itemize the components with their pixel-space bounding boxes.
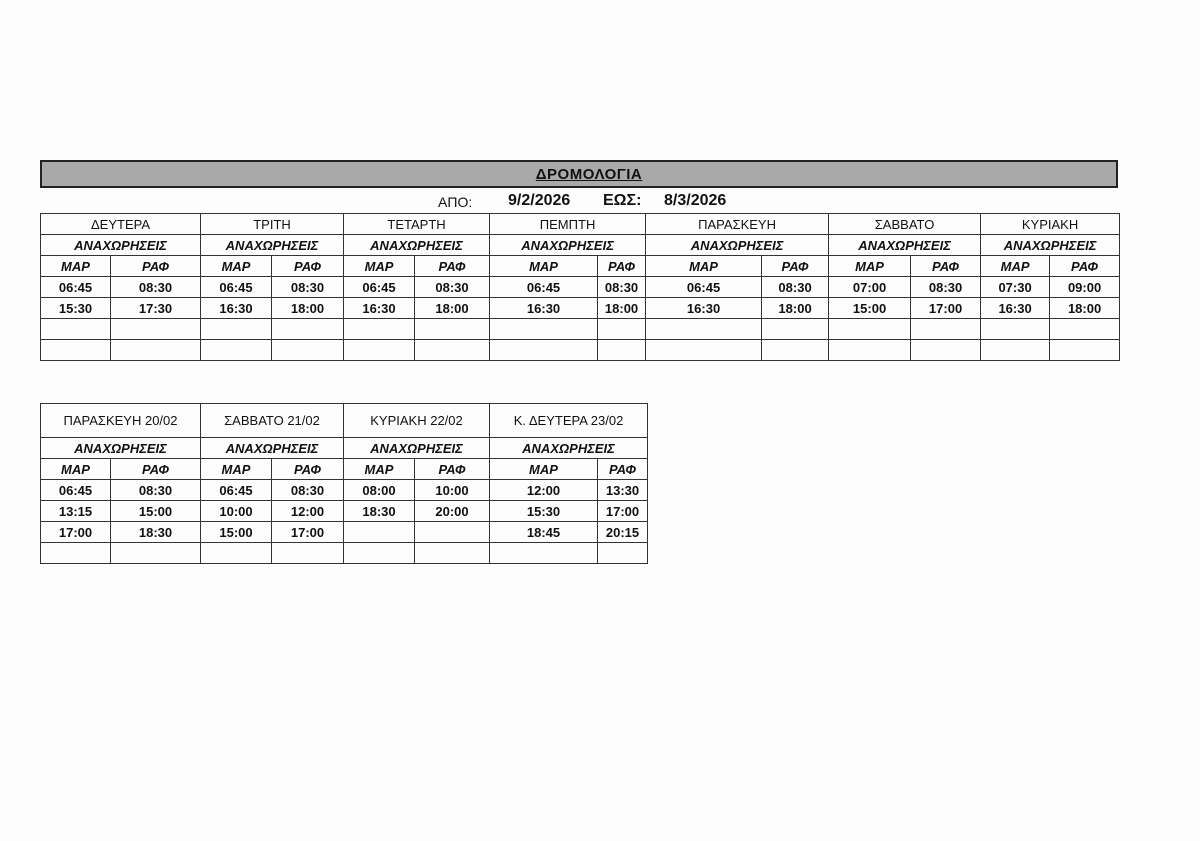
weekly-schedule-table — [40, 213, 1120, 361]
raf-label: ΡΑΦ — [415, 256, 490, 277]
to-label: ΕΩΣ: — [603, 192, 642, 209]
mar-time-cell: 16:30 — [981, 298, 1050, 319]
raf-time-cell — [762, 340, 829, 361]
time-row — [41, 319, 1120, 340]
raf-time-cell: 12:00 — [272, 501, 344, 522]
mar-time-cell: 12:00 — [490, 480, 598, 501]
day-name: ΠΑΡΑΣΚΕΥΗ — [646, 214, 829, 235]
time-row — [41, 480, 648, 501]
mar-time-cell — [490, 543, 598, 564]
to-date: 8/3/2026 — [664, 192, 727, 209]
day-name: ΠΑΡΑΣΚΕΥΗ 20/02 — [41, 404, 201, 438]
time-row — [41, 298, 1120, 319]
departures-label: ΑΝΑΧΩΡΗΣΕΙΣ — [41, 438, 201, 459]
departures-row — [41, 235, 1120, 256]
mar-time-cell — [981, 319, 1050, 340]
raf-label: ΡΑΦ — [911, 256, 981, 277]
raf-time-cell — [911, 319, 981, 340]
mar-time-cell — [41, 340, 111, 361]
raf-time-cell: 17:30 — [111, 298, 201, 319]
departures-label: ΑΝΑΧΩΡΗΣΕΙΣ — [201, 235, 344, 256]
mar-time-cell: 06:45 — [201, 480, 272, 501]
raf-time-cell: 18:30 — [111, 522, 201, 543]
mar-time-cell: 18:30 — [344, 501, 415, 522]
departures-label: ΑΝΑΧΩΡΗΣΕΙΣ — [981, 235, 1120, 256]
mar-label: ΜΑΡ — [201, 459, 272, 480]
raf-time-cell — [415, 319, 490, 340]
day-header-row — [41, 404, 648, 438]
mar-time-cell — [344, 543, 415, 564]
departures-row — [41, 438, 648, 459]
mar-label: ΜΑΡ — [829, 256, 911, 277]
mar-time-cell — [41, 319, 111, 340]
page-title: ΔΡΟΜΟΛΟΓΙΑ — [535, 165, 643, 183]
departures-label: ΑΝΑΧΩΡΗΣΕΙΣ — [201, 438, 344, 459]
mar-time-cell: 15:00 — [829, 298, 911, 319]
departures-label: ΑΝΑΧΩΡΗΣΕΙΣ — [490, 438, 648, 459]
from-date: 9/2/2026 — [508, 192, 571, 209]
day-name: ΤΕΤΑΡΤΗ — [344, 214, 490, 235]
mar-time-cell: 17:00 — [41, 522, 111, 543]
mar-time-cell: 16:30 — [201, 298, 272, 319]
raf-time-cell: 20:15 — [598, 522, 648, 543]
mar-time-cell — [490, 319, 598, 340]
mar-time-cell: 07:30 — [981, 277, 1050, 298]
raf-time-cell: 18:00 — [598, 298, 646, 319]
day-name: Κ. ΔΕΥΤΕΡΑ 23/02 — [490, 404, 648, 438]
mar-time-cell — [646, 340, 762, 361]
raf-time-cell — [911, 340, 981, 361]
raf-time-cell: 17:00 — [272, 522, 344, 543]
mar-label: ΜΑΡ — [201, 256, 272, 277]
raf-time-cell — [272, 319, 344, 340]
mar-label: ΜΑΡ — [344, 256, 415, 277]
mar-time-cell: 06:45 — [201, 277, 272, 298]
departures-label: ΑΝΑΧΩΡΗΣΕΙΣ — [829, 235, 981, 256]
raf-time-cell — [598, 319, 646, 340]
day-name: ΔΕΥΤΕΡΑ — [41, 214, 201, 235]
mar-label: ΜΑΡ — [646, 256, 762, 277]
raf-label: ΡΑΦ — [111, 256, 201, 277]
raf-time-cell: 09:00 — [1050, 277, 1120, 298]
mar-time-cell — [829, 340, 911, 361]
mar-label: ΜΑΡ — [41, 256, 111, 277]
raf-time-cell: 08:30 — [111, 277, 201, 298]
mar-time-cell: 06:45 — [41, 480, 111, 501]
raf-time-cell: 08:30 — [762, 277, 829, 298]
mar-time-cell — [344, 319, 415, 340]
mar-time-cell: 08:00 — [344, 480, 415, 501]
raf-time-cell: 15:00 — [111, 501, 201, 522]
raf-time-cell — [415, 543, 490, 564]
day-header-row — [41, 214, 1120, 235]
raf-time-cell — [1050, 340, 1120, 361]
raf-time-cell — [598, 543, 648, 564]
from-label: ΑΠΟ: — [438, 194, 473, 210]
mar-time-cell: 10:00 — [201, 501, 272, 522]
special-schedule-table — [40, 403, 648, 564]
mar-time-cell: 13:15 — [41, 501, 111, 522]
raf-time-cell — [1050, 319, 1120, 340]
mar-label: ΜΑΡ — [344, 459, 415, 480]
day-name: ΠΕΜΠΤΗ — [490, 214, 646, 235]
raf-time-cell — [272, 543, 344, 564]
raf-time-cell: 18:00 — [415, 298, 490, 319]
raf-label: ΡΑΦ — [415, 459, 490, 480]
mar-time-cell — [41, 543, 111, 564]
departures-label: ΑΝΑΧΩΡΗΣΕΙΣ — [344, 438, 490, 459]
mar-time-cell: 07:00 — [829, 277, 911, 298]
mar-time-cell: 15:00 — [201, 522, 272, 543]
raf-time-cell — [272, 340, 344, 361]
time-row — [41, 277, 1120, 298]
raf-time-cell: 08:30 — [111, 480, 201, 501]
raf-label: ΡΑΦ — [598, 459, 648, 480]
mar-time-cell — [344, 340, 415, 361]
departures-label: ΑΝΑΧΩΡΗΣΕΙΣ — [344, 235, 490, 256]
raf-label: ΡΑΦ — [272, 256, 344, 277]
day-name: ΣΑΒΒΑΤΟ 21/02 — [201, 404, 344, 438]
raf-label: ΡΑΦ — [762, 256, 829, 277]
raf-time-cell: 08:30 — [415, 277, 490, 298]
mar-time-cell: 06:45 — [41, 277, 111, 298]
raf-time-cell — [415, 340, 490, 361]
mar-time-cell: 18:45 — [490, 522, 598, 543]
raf-time-cell — [415, 522, 490, 543]
raf-label: ΡΑΦ — [598, 256, 646, 277]
raf-time-cell — [111, 543, 201, 564]
raf-time-cell: 10:00 — [415, 480, 490, 501]
mar-label: ΜΑΡ — [41, 459, 111, 480]
day-name: ΣΑΒΒΑΤΟ — [829, 214, 981, 235]
title-bar — [40, 160, 1118, 188]
mar-time-cell — [646, 319, 762, 340]
raf-label: ΡΑΦ — [1050, 256, 1120, 277]
mar-time-cell: 06:45 — [490, 277, 598, 298]
mar-time-cell: 15:30 — [41, 298, 111, 319]
raf-time-cell — [598, 340, 646, 361]
raf-time-cell: 13:30 — [598, 480, 648, 501]
day-name: ΚΥΡΙΑΚΗ 22/02 — [344, 404, 490, 438]
raf-time-cell: 17:00 — [911, 298, 981, 319]
departures-label: ΑΝΑΧΩΡΗΣΕΙΣ — [490, 235, 646, 256]
mar-time-cell — [201, 319, 272, 340]
time-row — [41, 340, 1120, 361]
raf-time-cell: 08:30 — [272, 277, 344, 298]
time-row — [41, 522, 648, 543]
day-name: ΚΥΡΙΑΚΗ — [981, 214, 1120, 235]
raf-time-cell: 18:00 — [1050, 298, 1120, 319]
mar-time-cell: 16:30 — [490, 298, 598, 319]
day-name: ΤΡΙΤΗ — [201, 214, 344, 235]
mar-time-cell: 06:45 — [646, 277, 762, 298]
mar-time-cell: 16:30 — [344, 298, 415, 319]
mar-time-cell — [829, 319, 911, 340]
time-row — [41, 543, 648, 564]
raf-time-cell: 20:00 — [415, 501, 490, 522]
raf-time-cell: 18:00 — [272, 298, 344, 319]
mar-time-cell: 16:30 — [646, 298, 762, 319]
mar-time-cell: 06:45 — [344, 277, 415, 298]
mar-label: ΜΑΡ — [490, 256, 598, 277]
mar-time-cell — [201, 340, 272, 361]
raf-label: ΡΑΦ — [272, 459, 344, 480]
direction-row — [41, 459, 648, 480]
mar-time-cell — [490, 340, 598, 361]
departures-label: ΑΝΑΧΩΡΗΣΕΙΣ — [646, 235, 829, 256]
raf-time-cell: 18:00 — [762, 298, 829, 319]
direction-row — [41, 256, 1120, 277]
time-row — [41, 501, 648, 522]
raf-time-cell: 08:30 — [598, 277, 646, 298]
raf-time-cell — [111, 319, 201, 340]
mar-time-cell — [981, 340, 1050, 361]
raf-time-cell — [111, 340, 201, 361]
raf-time-cell: 17:00 — [598, 501, 648, 522]
raf-time-cell: 08:30 — [272, 480, 344, 501]
mar-time-cell — [344, 522, 415, 543]
raf-time-cell: 08:30 — [911, 277, 981, 298]
mar-time-cell: 15:30 — [490, 501, 598, 522]
raf-time-cell — [762, 319, 829, 340]
departures-label: ΑΝΑΧΩΡΗΣΕΙΣ — [41, 235, 201, 256]
mar-label: ΜΑΡ — [981, 256, 1050, 277]
mar-label: ΜΑΡ — [490, 459, 598, 480]
mar-time-cell — [201, 543, 272, 564]
raf-label: ΡΑΦ — [111, 459, 201, 480]
